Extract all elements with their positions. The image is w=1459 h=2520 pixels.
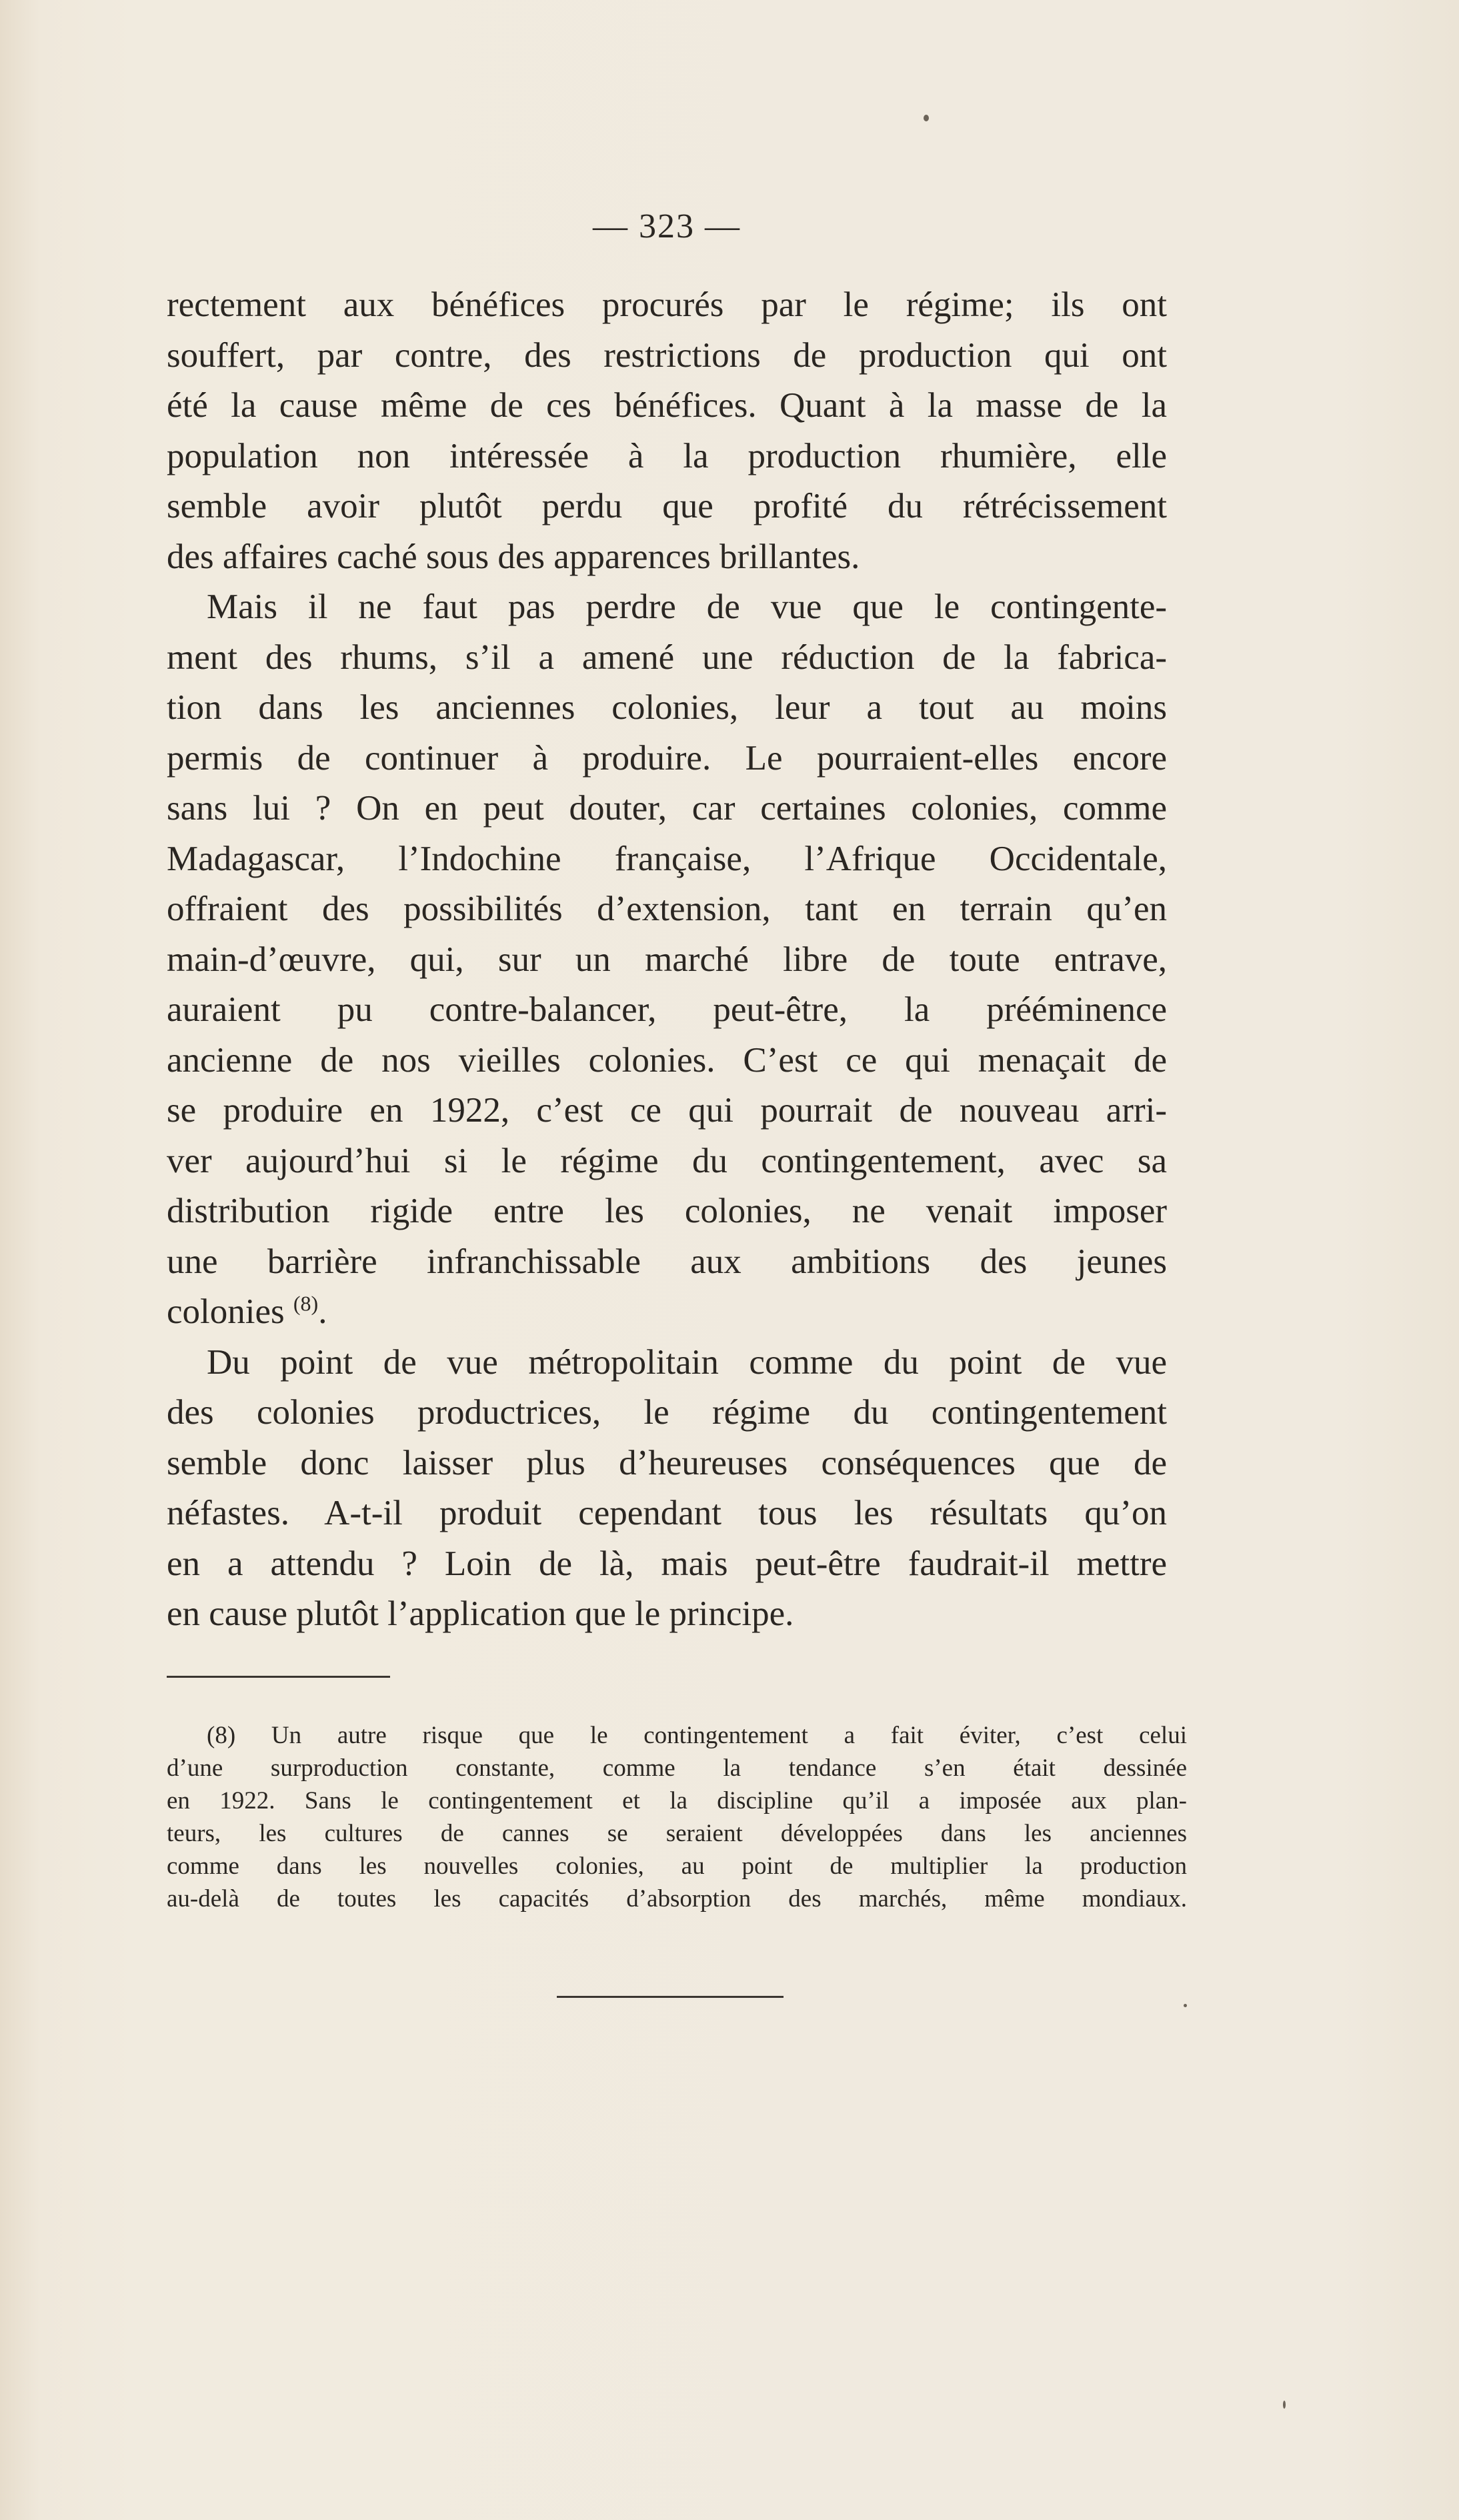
text-line: sans lui ? On en peut douter, car certaines colonies, comme bbox=[167, 789, 1167, 828]
text-line: tion dans les anciennes colonies, leur a tout au moins bbox=[167, 688, 1167, 727]
text-line: ment des rhums, s’il a amené une réduction de la fabrica- bbox=[167, 638, 1167, 677]
text-line-with-footnote-ref bbox=[167, 1287, 1167, 1338]
footnote-line: teurs, les cultures de cannes se seraient développées dans les anciennes bbox=[167, 1820, 1187, 1847]
text-line: population non intéressée à la production rhumière, elle bbox=[167, 436, 1167, 475]
text-line: en a attendu ? Loin de là, mais peut-être faudrait-il mettre bbox=[167, 1544, 1167, 1583]
footnote-line: au-delà de toutes les capacités d’absorption des marchés, même mondiaux. bbox=[167, 1885, 1187, 1913]
footnote-line: d’une surproduction constante, comme la tendance s’en était dessinée bbox=[167, 1754, 1187, 1782]
footnote-line: comme dans les nouvelles colonies, au point de multiplier la production bbox=[167, 1852, 1187, 1880]
text-line: néfastes. A-t-il produit cependant tous les résultats qu’on bbox=[167, 1494, 1167, 1532]
body-text bbox=[167, 280, 1167, 1640]
text-line: ver aujourd’hui si le régime du contingentement, avec sa bbox=[167, 1141, 1167, 1180]
text-line: permis de continuer à produire. Le pourraient-elles encore bbox=[167, 738, 1167, 778]
text-line: semble donc laisser plus d’heureuses conséquences que de bbox=[167, 1443, 1167, 1482]
text-line: souffert, par contre, des restrictions de production qui ont bbox=[167, 335, 1167, 375]
text-line: offraient des possibilités d’extension, tant en terrain qu’en bbox=[167, 890, 1167, 928]
footnote-separator bbox=[167, 1676, 390, 1678]
paper-speck bbox=[924, 115, 929, 121]
paragraph-1 bbox=[167, 280, 1167, 582]
text-line: été la cause même de ces bénéfices. Quant à la masse de la bbox=[167, 386, 1167, 425]
page-number: — 323 — bbox=[593, 207, 741, 245]
paper-speck bbox=[1184, 2004, 1187, 2007]
text-line: semble avoir plutôt perdu que profité du rétrécissement bbox=[167, 487, 1167, 525]
end-rule bbox=[557, 1996, 784, 1998]
text-line: Mais il ne faut pas perdre de vue que le contingente- bbox=[207, 587, 1167, 626]
text-line: en cause plutôt l’application que le principe. bbox=[167, 1594, 794, 1633]
footnote-8 bbox=[167, 1719, 1187, 1915]
text-line: Madagascar, l’Indochine française, l’Afrique Occidentale, bbox=[167, 839, 1167, 878]
text-line: des affaires caché sous des apparences brillantes. bbox=[167, 537, 860, 576]
text-line: une barrière infranchissable aux ambitions des jeunes bbox=[167, 1242, 1167, 1281]
text-line: des colonies productrices, le régime du contingentement bbox=[167, 1393, 1167, 1432]
text-line: ancienne de nos vieilles colonies. C’est ce qui menaçait de bbox=[167, 1040, 1167, 1080]
paper-speck bbox=[1283, 2401, 1286, 2409]
footnote-line: (8) Un autre risque que le contingentement a fait éviter, c’est celui bbox=[207, 1722, 1187, 1749]
text-line: auraient pu contre-balancer, peut-être, la prééminence bbox=[167, 990, 1167, 1029]
paragraph-3 bbox=[167, 1338, 1167, 1640]
footnote-reference[interactable]: (8) bbox=[293, 1291, 319, 1316]
footnote-line: en 1922. Sans le contingentement et la discipline qu’il a imposée aux plan- bbox=[167, 1787, 1187, 1814]
paragraph-2 bbox=[167, 582, 1167, 1338]
text-line: se produire en 1922, c’est ce qui pourrait de nouveau arri- bbox=[167, 1091, 1167, 1130]
text-line: rectement aux bénéfices procurés par le régime; ils ont bbox=[167, 285, 1167, 324]
text-line: distribution rigide entre les colonies, ne venait imposer bbox=[167, 1192, 1167, 1230]
text-line: main-d’œuvre, qui, sur un marché libre de toute entrave, bbox=[167, 940, 1167, 979]
text-fragment: . bbox=[318, 1292, 327, 1331]
text-fragment: colonies bbox=[167, 1292, 285, 1331]
text-line: Du point de vue métropolitain comme du point de vue bbox=[207, 1342, 1167, 1382]
